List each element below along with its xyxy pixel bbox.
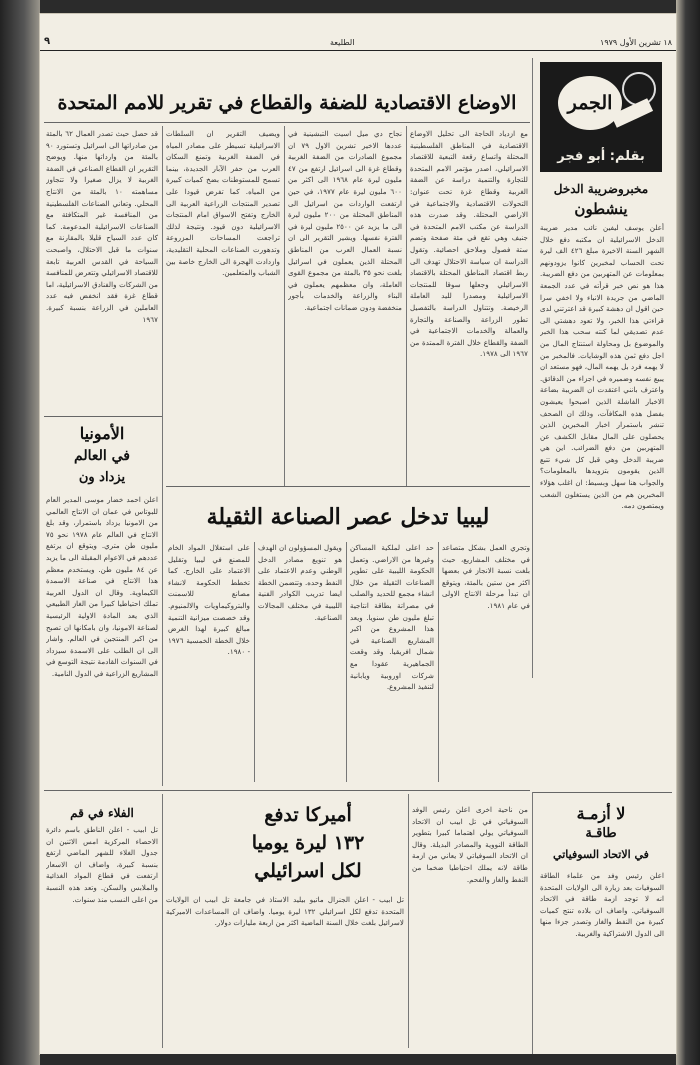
tax-headline-1: مخبروضريبة الدخل [553,182,649,196]
energy-body: اعلن رئيس وفد من علماء الطاقة السوفيات بعد زيارة الى الولايات المتحدة انه لا توجد ازمة طاقة في الاتحاد السوفياتي. واضاف ان بلاده تنتج كميات كبيرة من النفط والغاز وتصدر جزءا منها الى الدول الاشتراكية والغربية. [540,871,664,938]
main-col-rule-3 [162,126,163,786]
newspaper-page [40,14,676,1054]
issue-date: ١٨ تشرين الأول ١٩٧٩ [600,38,672,47]
main-col-1: مع ازدياد الحاجة الى تحليل الاوضاع الاقتصادية في المناطق الفلسطينية المحتلة واتساع رقعة التبعية للاقتصاد الاسرائيلي، اصدر مؤتمر الامم المتحدة للتجارة والتنمية دراسة عن الضفة الغربية وقطاع غزة تحت عنوان: التحولات الاقتصادية والاجتماعية في الاراضي المحتلة. وقد صدرت هذه الدراسة عن مكتب الامم المتحدة في جنيف وهي تقع في مئة صفحة وتضم ستة فصول وملاحق احصائية. وتقول الدراسة ان سياسة الاحتلال تهدف الى ربط اقتصاد المناطق المحتلة بالاقتصاد الاسرائيلي وجعلها سوقا للمنتجات الاسرائيلية ومصدرا لليد العاملة الرخيصة. وتتناول الدراسة بالتفصيل تطور الزراعة والصناعة والتجارة والعمالة والخدمات الاجتماعية في الضفة والقطاع خلال الفترة الممتدة من ١٩٦٧ الى ١٩٧٨. [410,129,528,359]
column-logo [540,62,662,172]
ammonia-title-2: في العالم [74,448,130,464]
energy-title-1: لا أزمـة [576,804,626,823]
america-body: تل ابيب - اعلن الجنرال ماتيو بيليد الاستاذ في جامعة تل ابيب ان الولايات المتحدة تدفع لكل اسرائيلي ١٣٢ ليرة يوميا. واضاف ان المساعدات الاميركية لاسرائيل بلغت خلال السنة الماضية اكثر من اربعة مليارات دولار. [166,895,404,928]
ammonia-body: اعلن احمد خضار موسى المدير العام للبوتاس في عمان ان الانتاج العالمي من الامونيا يزداد باستمرار، وقد بلغ الانتاج في العالم عام ١٩٧٨ نحو ٧٥ مليون طن متري. ويتوقع ان يرتفع عددهم في الاعوام المقبلة الى ما يزيد عن ٨٤ مليون طن. ويستخدم معظم هذا الانتاج في صناعة الاسمدة الكيماوية. وقال ان الدول العربية تملك احتياطيا كبيرا من الغاز الطبيعي الذي يعد المادة الاولية الرئيسية لصناعة الامونيا، وان بامكانها ان تصبح من اكبر المنتجين في العالم. واشار الى ان الطلب على الاسمدة سيزداد في السنوات القادمة نتيجة التوسع في المشاريع الزراعية في الدول النامية. [46,495,158,678]
america-title-3: لكل اسرائيلي [254,860,362,882]
america-rule-1 [408,794,409,1048]
libya-col-1: وتجري العمل بشكل متصاعد في مختلف المشاريع، حيث بلغت نسبة الانجاز في بعضها اكثر من ستين بالمئة، ويتوقع ان تبدأ مرحلة الانتاج الاولى في عام ١٩٨١. [442,543,530,610]
america-rule-2 [162,794,163,1048]
tax-article-body: أعلن يوسف ليفين نائب مدير ضريبة الدخل الاسرائيلية ان مكتبه دفع خلال الشهر السنة الاخيرة مبلغ ٤٢٦ الف ليرة نحت الحساب لمخبرين كانوا يزودونهم بمعلومات عن المتهربين من دفع الضريبة. هذا هو نص خبر قرأته في عدد الجمعة الماضي من جريدة الانباء ولا اخفي سرا حين اقول ان دهشة كبيرة قد اعترتني لدى قراءتي هذا الخبر، ولا تعود دهشتي الى عدم تصديقي لما كنته سحب هذا الخبر والموضوع بل ومحاولة استنتاج المال من اجل دفع ثمن هذه الوشايات. فالمخبر من لا يهمه فرد بل يهمه المال، فهو مستعد ان يبيع نفسه وضميره في اجزاء من الدقائق. واعترف بانني اعتقدت ان الضريبة بضاعة الاخبار الفاشلة الذين اصبحوا يعيشون بفضل هذه المكافآت، وذلك ان الصحف تنشر باستمرار اخبار المخبرين الذين يحصلون على المال مقابل الكشف عن المتهربين من دفع الضرائب. اين هي ضريبة الدخل وهي قبل كل شيء تتبع الذين يقومون بتزويدها بالمعلومات؟ والجواب هنا سهل وبسيط: ان اغلب هؤلاء المخبرين هم من الذين يستغلون الشعب ويمتصون دمه. [540,223,664,511]
prices-title: الفلاء في قم [70,806,134,820]
libya-rule-3 [254,542,255,782]
libya-col-4: على استغلال المواد الخام للمصنع في ليبيا وتقليل الاعتماد على الخارج. كما تخطط الحكومة لانشاء مصانع للاسمنت والبتروكيماويات والالمنيوم. وقد خصصت ميزانية التنمية مبالغ كبيرة لهذا الغرض خلال الخطة الخمسية ١٩٧٦ - ١٩٨٠. [168,543,250,657]
main-col-rule-1 [406,126,407,486]
page-number: ٩ [44,36,51,47]
left-binding-edge [0,0,40,1065]
main-headline: الاوضاع الاقتصادية للضفة والقطاع في تقرير للامم المتحدة [57,92,517,114]
ammonia-title-1: الأمونيا [79,424,125,443]
america-top-rule [44,790,530,791]
main-col-4: قد حصل حيث تصدر العمال ٦٢ بالمئة من صادراتها الى اسرائيل وتستورد ٩٠ بالمئة من وارداتها منها. ويوضح التقرير ان القطاع الصناعي في الضفة الغربية لا يزال صغيرا ولا تتجاوز مساهمته ١٠ بالمئة من الانتاج المحلي. وتعاني الصناعات الفلسطينية من المنافسة غير المتكافئة مع الصناعات الاسرائيلية المدعومة. كما كان عدد السياح قليلا بالمقارنة مع سنوات ما قبل الاحتلال، واصبحت السياحة في القدس العربية تابعة للاقتصاد الاسرائيلي وتتعرض للمنافسة من الشركات والفنادق الاسرائيلية، اما قطاع غزة فقد انخفض فيه عدد العاملين في الزراعة بنسبة كبيرة. ١٩٦٧ [46,129,158,324]
right-binding-edge [676,0,700,1065]
energy-title-2: طاقـة [585,826,617,841]
main-col-2: نجاح دي ميل اسيت التبشينية في عددها الاخير تشرين الاول ٧٩ ان مجموع الصادرات من الضفة الغربية وقطاع غزة الى اسرائيل ارتفع من ٤٧ مليون ليرة عام ١٩٦٨ الى اكثر من ٦٠٠ مليون ليرة عام ١٩٧٧، في حين ارتفعت الواردات من اسرائيل الى المناطق المحتلة من ٢٠٠ مليون ليرة الى ما يزيد عن ٢٥٠٠ مليون ليرة في الفترة نفسها. ويشير التقرير الى ان نسبة العمال العرب من المناطق المحتلة الذين يعملون في اسرائيل بلغت نحو ٣٥ بالمئة من مجموع القوى العاملة، وان معظمهم يعملون في البناء والزراعة والخدمات بأجور منخفضة ودون ضمانات اجتماعية. [288,129,402,312]
libya-rule-1 [438,542,439,782]
energy-rule [532,792,672,793]
ammonia-title-3: يزداد ون [78,470,126,485]
page-header [40,36,676,51]
bottom-edge [40,1054,676,1065]
prices-body: تل ابيب - اعلن الناطق باسم دائرة الاحصاء المركزية امس الاثنين ان جدول الغلاء للشهر الماضي ارتفع بنسبة كبيرة، واضاف ان الاسعار ارتفعت في قطاع المواد الغذائية والملابس والسكن. وتعد هذه النسبة من اعلى النسب منذ سنوات. [46,825,158,904]
column-rule [532,58,533,678]
libya-headline: ليبيا تدخل عصر الصناعة الثقيلة [206,504,490,530]
libya-rule-2 [346,542,347,782]
column-author: بقلم: أبو فجر [557,149,645,164]
ammonia-rule [44,416,162,417]
energy-rule-v [532,792,533,1054]
america-title-1: أميركا تدفع [264,804,352,826]
tax-headline-2: ينشطون [574,200,628,218]
libya-col-3: ويقول المسؤولون ان الهدف هو تنويع مصادر الدخل الوطني وعدم الاعتماد على النفط وحده. وتتضمن الخطة ايضا تدريب الكوادر الفنية الليبية في مختلف المجالات الصناعية. [258,543,342,622]
america-col-right: من ناحية اخرى اعلن رئيس الوفد السوفياتي في تل ابيب ان الاتحاد السوفياتي يولي اهتماما كبيرا بتطوير الطاقة النووية والمصادر البديلة. وقال ان الاتحاد السوفياتي لا يعاني من ازمة طاقة لانه يملك احتياطيا ضخما من النفط والغاز والفحم. [412,805,528,884]
headline-rule [44,122,530,123]
libya-col-2: حد اعلى لملكية المساكن وغيرها من الاراضي. وتعمل الحكومة الليبية على تطوير الصناعات الثقيلة من خلال انشاء مجمع للحديد والصلب في مصراتة بطاقة انتاجية تبلغ مليون طن سنويا. ويعد هذا المشروع من اكبر المشاريع الصناعية في شمال افريقيا. وقد وقعت الجماهيرية عقودا مع شركات اوروبية ويابانية لتنفيذ المشروع. [350,543,434,692]
logo-brand: الجمر [558,76,622,130]
libya-top-rule [166,486,530,487]
america-title-2: ١٣٢ ليرة يوميا [251,832,365,854]
main-col-rule-2 [284,126,285,486]
main-col-3: ويضيف التقرير ان السلطات الاسرائيلية تسيطر على مصادر المياه في الضفة الغربية وتمنع السكان العرب من حفر الآبار الجديدة، بينما تسمح للمستوطنات بضخ كميات كبيرة من المياه. كما تفرض قيودا على تصدير المنتجات الزراعية العربية الى الخارج وتفتح الاسواق امام المنتجات الاسرائيلية دون قيود. ونتيجة لذلك تراجعت المساحات المزروعة وتدهورت الصناعات المحلية التقليدية، وازدادت الهجرة الى الخارج خاصة بين الشباب والمتعلمين. [166,129,280,278]
publication-name: الطليعة [330,38,355,47]
energy-title-3: في الاتحاد السوفياتي [553,848,649,861]
